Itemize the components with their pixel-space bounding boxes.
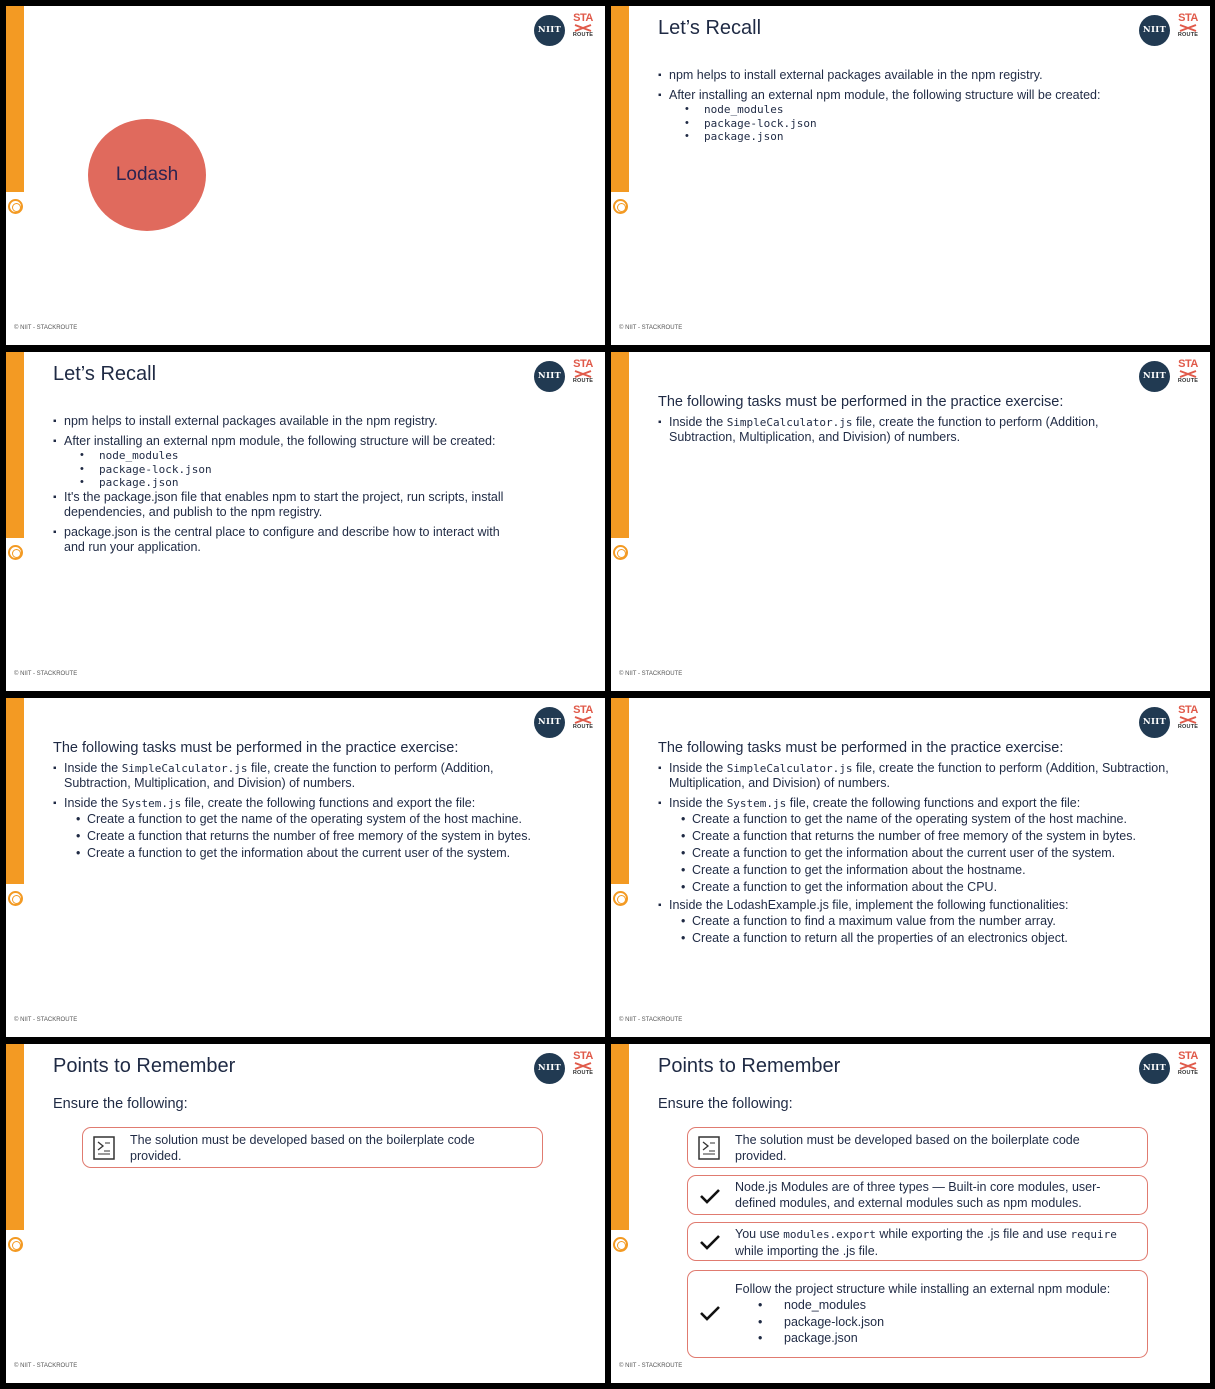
ring-icon bbox=[613, 1237, 628, 1252]
logo-sta-text: STA bbox=[1178, 1050, 1198, 1062]
ring-icon bbox=[613, 545, 628, 560]
lodash-circle: Lodash bbox=[88, 119, 206, 231]
sub-bullet: • Create a function to get the name of the operating system of the host machine. bbox=[658, 811, 1178, 828]
slide-recall-2[interactable] bbox=[6, 352, 605, 691]
logo-route-text: ROUTE bbox=[1177, 724, 1199, 730]
sub-bullet: • Create a function that returns the number of free memory of the system in bytes. bbox=[658, 828, 1178, 845]
stackroute-logo bbox=[572, 705, 594, 739]
logo-sta-text: STA bbox=[573, 358, 593, 370]
slide-title: Points to Remember bbox=[53, 1055, 236, 1077]
card-export bbox=[687, 1222, 1148, 1261]
bullet: ▪ package.json is the central place to configure and describe how to interact with and run your application. bbox=[53, 525, 523, 555]
slide-body bbox=[658, 68, 1100, 144]
file-item: • package.json bbox=[658, 130, 1100, 144]
accent-bar bbox=[6, 352, 24, 538]
slide-title: Let’s Recall bbox=[658, 17, 762, 39]
ring-icon bbox=[613, 891, 628, 906]
accent-bar bbox=[6, 6, 24, 192]
slide-body bbox=[53, 761, 563, 862]
bullet: ▪ It's the package.json file that enables npm to start the project, run scripts, install dependencies, and publish to the npm registry. bbox=[53, 490, 553, 520]
sub-bullet: • Create a function to return all the properties of an electronics object. bbox=[658, 930, 1178, 947]
slide-lodash[interactable] bbox=[6, 6, 605, 345]
text: Inside the bbox=[669, 796, 727, 810]
slide-subtitle: Ensure the following: bbox=[658, 1096, 793, 1112]
niit-logo: NIIT bbox=[534, 707, 565, 738]
card-boilerplate bbox=[687, 1127, 1148, 1168]
slide-tasks-1[interactable] bbox=[611, 352, 1210, 691]
code-inline: modules.export bbox=[783, 1228, 876, 1241]
text: Inside the bbox=[64, 796, 122, 810]
niit-logo: NIIT bbox=[1139, 361, 1170, 392]
bullet-calculator bbox=[658, 761, 1178, 791]
sub-bullet: • Create a function to get the name of the operating system of the host machine. bbox=[53, 811, 563, 828]
text: while exporting the .js file and use bbox=[875, 1227, 1071, 1241]
accent-bar bbox=[611, 1044, 629, 1230]
niit-logo: NIIT bbox=[1139, 707, 1170, 738]
checkmark-icon bbox=[699, 1305, 721, 1321]
code-filename: System.js bbox=[726, 797, 787, 810]
logo-cross-icon bbox=[1179, 370, 1197, 378]
niit-logo: NIIT bbox=[534, 1053, 565, 1084]
logo-route-text: ROUTE bbox=[1177, 1070, 1199, 1076]
text: You use bbox=[735, 1227, 784, 1241]
code-document-icon bbox=[92, 1135, 116, 1161]
bullet: ▪ npm helps to install external packages available in the npm registry. bbox=[658, 68, 1100, 83]
logo-sta-text: STA bbox=[573, 1050, 593, 1062]
file-item: • node_modules bbox=[53, 449, 553, 463]
card-text: The solution must be developed based on the boilerplate code provided. bbox=[130, 1133, 475, 1163]
logo-sta-text: STA bbox=[573, 704, 593, 716]
logo-route-text: ROUTE bbox=[572, 724, 594, 730]
card-line: Follow the project structure while installing an external npm module: bbox=[735, 1282, 1111, 1296]
stackroute-logo bbox=[1177, 359, 1199, 393]
checkmark-icon bbox=[699, 1234, 721, 1250]
code-filename: SimpleCalculator.js bbox=[726, 762, 853, 775]
text: file, create the function to perform (Addition, Subtraction, Multiplication, and Division) of numbers. bbox=[669, 415, 1099, 444]
footer: © NIIT - STACKROUTE bbox=[14, 1017, 78, 1023]
slide-subtitle: Ensure the following: bbox=[53, 1096, 188, 1112]
file-item: • package.json bbox=[53, 476, 553, 490]
bullet: ▪ npm helps to install external packages available in the npm registry. bbox=[53, 414, 553, 429]
slide-title: Let’s Recall bbox=[53, 363, 157, 385]
text: while importing the .js file. bbox=[735, 1244, 879, 1258]
logo-sta-text: STA bbox=[573, 12, 593, 24]
text: file, create the following functions and export the file: bbox=[181, 796, 476, 810]
niit-logo: NIIT bbox=[1139, 15, 1170, 46]
logo-cross-icon bbox=[574, 370, 592, 378]
bullet-system bbox=[658, 796, 1178, 811]
stackroute-logo bbox=[1177, 705, 1199, 739]
file-item: • node_modules bbox=[735, 1297, 1145, 1314]
sub-bullet: • Create a function to get the information about the current user of the system. bbox=[53, 845, 563, 862]
sub-bullet: • Create a function to find a maximum value from the number array. bbox=[658, 913, 1178, 930]
footer: © NIIT - STACKROUTE bbox=[14, 1363, 78, 1369]
text: file, create the function to perform (Addition, Subtraction, Multiplication, and Division) of numbers. bbox=[64, 761, 494, 790]
ring-icon bbox=[8, 891, 23, 906]
logo-cross-icon bbox=[1179, 1062, 1197, 1070]
slide-body bbox=[658, 415, 1158, 445]
card-text bbox=[735, 1226, 1135, 1259]
stackroute-logo bbox=[1177, 1051, 1199, 1085]
bullet-lodash: ▪ Inside the LodashExample.js file, implement the following functionalities: bbox=[658, 898, 1178, 913]
bullet-system bbox=[53, 796, 563, 811]
sub-bullet: • Create a function to get the information about the CPU. bbox=[658, 879, 1178, 896]
file-item: • node_modules bbox=[658, 103, 1100, 117]
accent-bar bbox=[611, 352, 629, 538]
footer: © NIIT - STACKROUTE bbox=[619, 1363, 683, 1369]
logo-cross-icon bbox=[574, 1062, 592, 1070]
tasks-heading: The following tasks must be performed in the practice exercise: bbox=[658, 740, 1064, 756]
logo-route-text: ROUTE bbox=[1177, 378, 1199, 384]
footer: © NIIT - STACKROUTE bbox=[619, 1017, 683, 1023]
logo-route-text: ROUTE bbox=[572, 378, 594, 384]
stackroute-logo bbox=[572, 359, 594, 393]
bullet-calculator bbox=[658, 415, 1158, 445]
slide-remember-2[interactable] bbox=[611, 1044, 1210, 1383]
accent-bar bbox=[611, 698, 629, 884]
slide-tasks-3[interactable] bbox=[611, 698, 1210, 1037]
card-structure bbox=[687, 1270, 1148, 1358]
stackroute-logo bbox=[1177, 13, 1199, 47]
footer: © NIIT - STACKROUTE bbox=[14, 325, 78, 331]
sub-bullet: • Create a function to get the information about the current user of the system. bbox=[658, 845, 1178, 862]
text: Inside the bbox=[64, 761, 122, 775]
text: file, create the function to perform (Addition, Subtraction, Multiplication, and Division) of numbers. bbox=[669, 761, 1169, 790]
code-document-icon bbox=[697, 1135, 721, 1161]
card-boilerplate bbox=[82, 1127, 543, 1168]
sub-bullet: • Create a function to get the information about the hostname. bbox=[658, 862, 1178, 879]
sub-bullet: • Create a function that returns the number of free memory of the system in bytes. bbox=[53, 828, 563, 845]
bullet: ▪ After installing an external npm module, the following structure will be created: bbox=[658, 88, 1100, 103]
logo-cross-icon bbox=[1179, 24, 1197, 32]
tasks-heading: The following tasks must be performed in the practice exercise: bbox=[53, 740, 459, 756]
file-item: • package-lock.json bbox=[658, 117, 1100, 131]
file-item: • package.json bbox=[735, 1330, 1145, 1347]
card-text: Node.js Modules are of three types — Built-in core modules, user-defined modules, and external modules such as npm modules. bbox=[735, 1180, 1101, 1210]
footer: © NIIT - STACKROUTE bbox=[619, 671, 683, 677]
niit-logo: NIIT bbox=[1139, 1053, 1170, 1084]
card-modules bbox=[687, 1175, 1148, 1215]
accent-bar bbox=[6, 1044, 24, 1230]
ring-icon bbox=[613, 199, 628, 214]
ring-icon bbox=[8, 199, 23, 214]
code-filename: System.js bbox=[121, 797, 182, 810]
logo-route-text: ROUTE bbox=[572, 32, 594, 38]
ring-icon bbox=[8, 545, 23, 560]
file-item: • package-lock.json bbox=[735, 1314, 1145, 1331]
footer: © NIIT - STACKROUTE bbox=[619, 325, 683, 331]
bullet-calculator bbox=[53, 761, 563, 791]
text: file, create the following functions and export the file: bbox=[786, 796, 1081, 810]
slide-body bbox=[658, 761, 1178, 947]
logo-sta-text: STA bbox=[1178, 12, 1198, 24]
logo-route-text: ROUTE bbox=[572, 1070, 594, 1076]
code-filename: SimpleCalculator.js bbox=[121, 762, 248, 775]
niit-logo: NIIT bbox=[534, 15, 565, 46]
slide-body bbox=[53, 414, 553, 555]
accent-bar bbox=[611, 6, 629, 192]
tasks-heading: The following tasks must be performed in the practice exercise: bbox=[658, 394, 1064, 410]
logo-cross-icon bbox=[1179, 716, 1197, 724]
file-item: • package-lock.json bbox=[53, 463, 553, 477]
logo-cross-icon bbox=[574, 24, 592, 32]
logo-sta-text: STA bbox=[1178, 704, 1198, 716]
slide-title: Points to Remember bbox=[658, 1055, 841, 1077]
logo-cross-icon bbox=[574, 716, 592, 724]
stackroute-logo bbox=[572, 1051, 594, 1085]
code-filename: SimpleCalculator.js bbox=[726, 416, 853, 429]
bullet: ▪ After installing an external npm module, the following structure will be created: bbox=[53, 434, 553, 449]
slide-remember-1[interactable] bbox=[6, 1044, 605, 1383]
logo-sta-text: STA bbox=[1178, 358, 1198, 370]
card-text: The solution must be developed based on the boilerplate code provided. bbox=[735, 1133, 1080, 1163]
niit-logo: NIIT bbox=[534, 361, 565, 392]
footer: © NIIT - STACKROUTE bbox=[14, 671, 78, 677]
ring-icon bbox=[8, 1237, 23, 1252]
logo-route-text: ROUTE bbox=[1177, 32, 1199, 38]
code-inline: require bbox=[1070, 1228, 1117, 1241]
slide-recall-1[interactable] bbox=[611, 6, 1210, 345]
checkmark-icon bbox=[699, 1188, 721, 1204]
card-text bbox=[735, 1281, 1145, 1347]
text: Inside the bbox=[669, 761, 727, 775]
slide-tasks-2[interactable] bbox=[6, 698, 605, 1037]
text: Inside the bbox=[669, 415, 727, 429]
accent-bar bbox=[6, 698, 24, 884]
stackroute-logo bbox=[572, 13, 594, 47]
